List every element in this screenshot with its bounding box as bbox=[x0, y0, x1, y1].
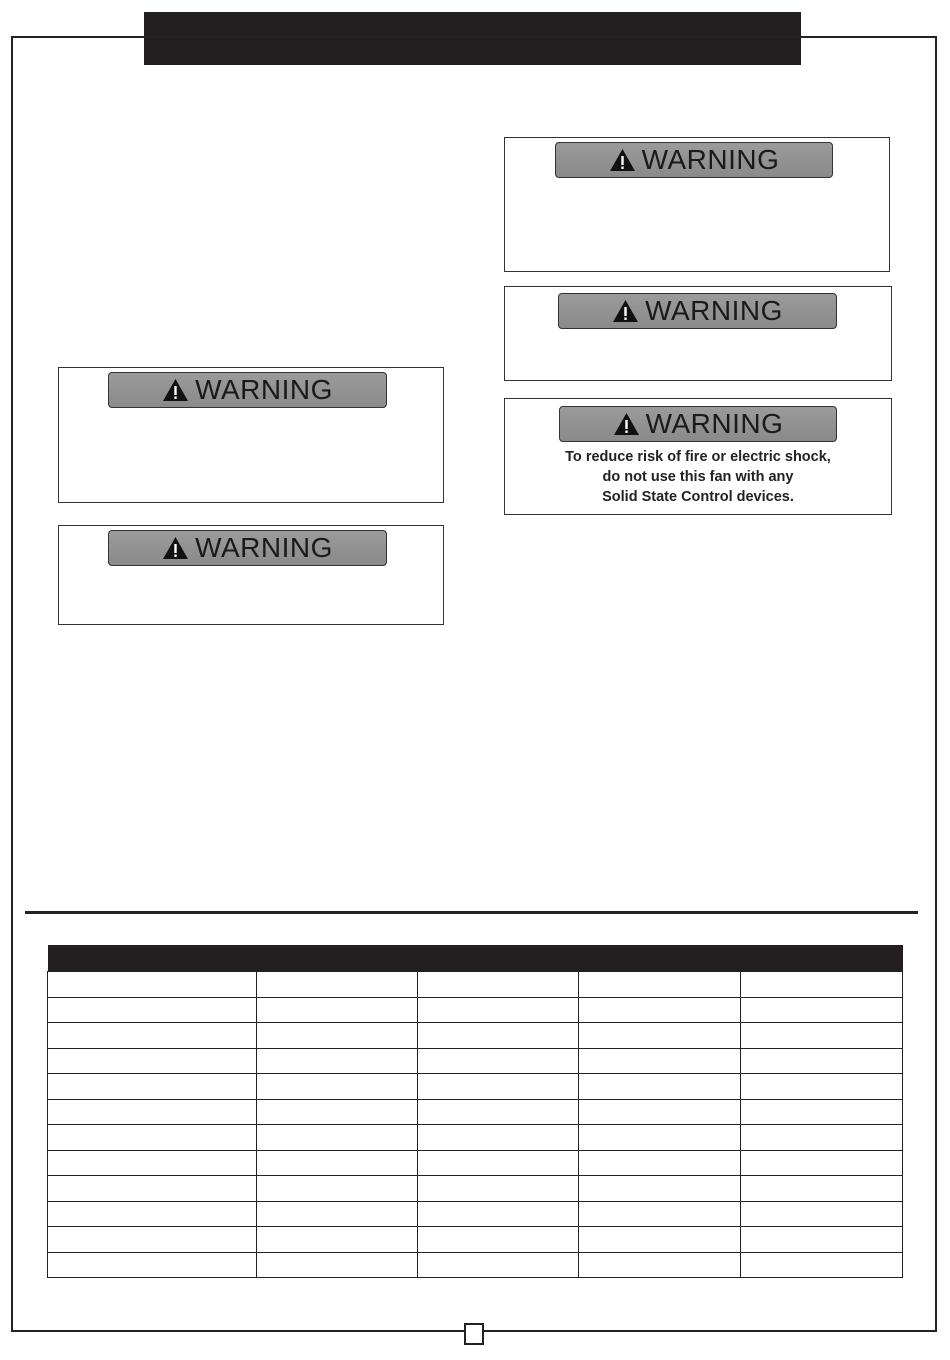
table-cell bbox=[579, 1176, 741, 1202]
table-cell bbox=[741, 1023, 903, 1049]
table-header-cell bbox=[741, 945, 903, 972]
table-cell bbox=[418, 972, 579, 998]
table-cell bbox=[418, 1252, 579, 1278]
table-cell bbox=[579, 997, 741, 1023]
warning-message bbox=[505, 447, 891, 507]
warning-box bbox=[58, 525, 444, 625]
warning-box bbox=[504, 137, 890, 272]
warning-label: WARNING bbox=[195, 532, 333, 563]
table-row bbox=[48, 972, 903, 998]
table-cell bbox=[418, 997, 579, 1023]
table-header-cell bbox=[579, 945, 741, 972]
table-cell bbox=[257, 1252, 418, 1278]
table-cell bbox=[741, 1252, 903, 1278]
table-cell bbox=[741, 972, 903, 998]
table-cell bbox=[418, 1023, 579, 1049]
warning-triangle-icon bbox=[162, 536, 189, 560]
table-cell bbox=[418, 1048, 579, 1074]
table-cell bbox=[579, 1048, 741, 1074]
warning-triangle-icon bbox=[612, 299, 639, 323]
table-cell bbox=[579, 972, 741, 998]
warning-message-line: Solid State Control devices. bbox=[602, 489, 794, 505]
table-row bbox=[48, 1252, 903, 1278]
warning-label: WARNING bbox=[641, 144, 780, 175]
table-cell bbox=[579, 1252, 741, 1278]
table-cell bbox=[418, 1099, 579, 1125]
table-cell bbox=[741, 1099, 903, 1125]
table-cell bbox=[579, 1074, 741, 1100]
table-cell bbox=[741, 997, 903, 1023]
table-cell bbox=[257, 1048, 418, 1074]
table-cell bbox=[257, 1150, 418, 1176]
warning-box bbox=[504, 398, 892, 515]
table-cell bbox=[257, 1074, 418, 1100]
table-cell bbox=[48, 1176, 257, 1202]
table-cell bbox=[741, 1201, 903, 1227]
warning-box bbox=[58, 367, 444, 503]
table-cell bbox=[741, 1150, 903, 1176]
table-header-cell bbox=[418, 945, 579, 972]
table-cell bbox=[48, 1227, 257, 1253]
table-cell bbox=[418, 1074, 579, 1100]
table-row bbox=[48, 1201, 903, 1227]
table-row bbox=[48, 1150, 903, 1176]
table-row bbox=[48, 1074, 903, 1100]
table-cell bbox=[579, 1099, 741, 1125]
table-cell bbox=[257, 1023, 418, 1049]
table-cell bbox=[48, 1074, 257, 1100]
warning-label: WARNING bbox=[645, 408, 784, 439]
page-number-box bbox=[464, 1323, 484, 1345]
table-row bbox=[48, 1176, 903, 1202]
warning-badge bbox=[558, 293, 837, 329]
table-cell bbox=[48, 1201, 257, 1227]
table-cell bbox=[418, 1201, 579, 1227]
table-body bbox=[48, 972, 903, 1278]
table-row bbox=[48, 997, 903, 1023]
warning-triangle-icon bbox=[609, 148, 636, 172]
table-header-row bbox=[48, 945, 903, 972]
table-cell bbox=[741, 1048, 903, 1074]
table-cell bbox=[579, 1150, 741, 1176]
table-cell bbox=[257, 1125, 418, 1151]
table-cell bbox=[257, 997, 418, 1023]
table-cell bbox=[48, 972, 257, 998]
table-row bbox=[48, 1099, 903, 1125]
table-cell bbox=[418, 1176, 579, 1202]
table-cell bbox=[741, 1176, 903, 1202]
table-cell bbox=[48, 1023, 257, 1049]
table-cell bbox=[741, 1227, 903, 1253]
table-cell bbox=[418, 1125, 579, 1151]
table-cell bbox=[741, 1125, 903, 1151]
table-cell bbox=[257, 1099, 418, 1125]
table-cell bbox=[48, 1150, 257, 1176]
warning-badge bbox=[108, 530, 387, 566]
table-header-cell bbox=[257, 945, 418, 972]
warning-message-line: To reduce risk of fire or electric shock, bbox=[565, 449, 831, 465]
table-cell bbox=[579, 1201, 741, 1227]
warning-triangle-icon bbox=[613, 412, 640, 436]
warning-badge bbox=[555, 142, 833, 178]
section-divider bbox=[25, 911, 918, 914]
warning-label: WARNING bbox=[645, 295, 783, 326]
table-cell bbox=[579, 1227, 741, 1253]
spec-table bbox=[47, 945, 903, 1278]
table-cell bbox=[48, 1099, 257, 1125]
table-cell bbox=[257, 972, 418, 998]
table-cell bbox=[257, 1176, 418, 1202]
warning-badge bbox=[108, 372, 387, 408]
table-cell bbox=[741, 1074, 903, 1100]
warning-label: WARNING bbox=[195, 374, 333, 405]
table-cell bbox=[418, 1227, 579, 1253]
table-row bbox=[48, 1048, 903, 1074]
table-cell bbox=[48, 1048, 257, 1074]
warning-badge bbox=[559, 406, 837, 442]
table-cell bbox=[48, 1125, 257, 1151]
table-cell bbox=[418, 1150, 579, 1176]
warning-message-line: do not use this fan with any bbox=[602, 469, 794, 485]
table-row bbox=[48, 1023, 903, 1049]
warning-box bbox=[504, 286, 892, 381]
table-header-cell bbox=[48, 945, 257, 972]
warning-triangle-icon bbox=[162, 378, 189, 402]
table-cell bbox=[579, 1125, 741, 1151]
table-cell bbox=[257, 1201, 418, 1227]
table-row bbox=[48, 1125, 903, 1151]
table-cell bbox=[579, 1023, 741, 1049]
table-cell bbox=[257, 1227, 418, 1253]
table-cell bbox=[48, 1252, 257, 1278]
table-cell bbox=[48, 997, 257, 1023]
table-row bbox=[48, 1227, 903, 1253]
